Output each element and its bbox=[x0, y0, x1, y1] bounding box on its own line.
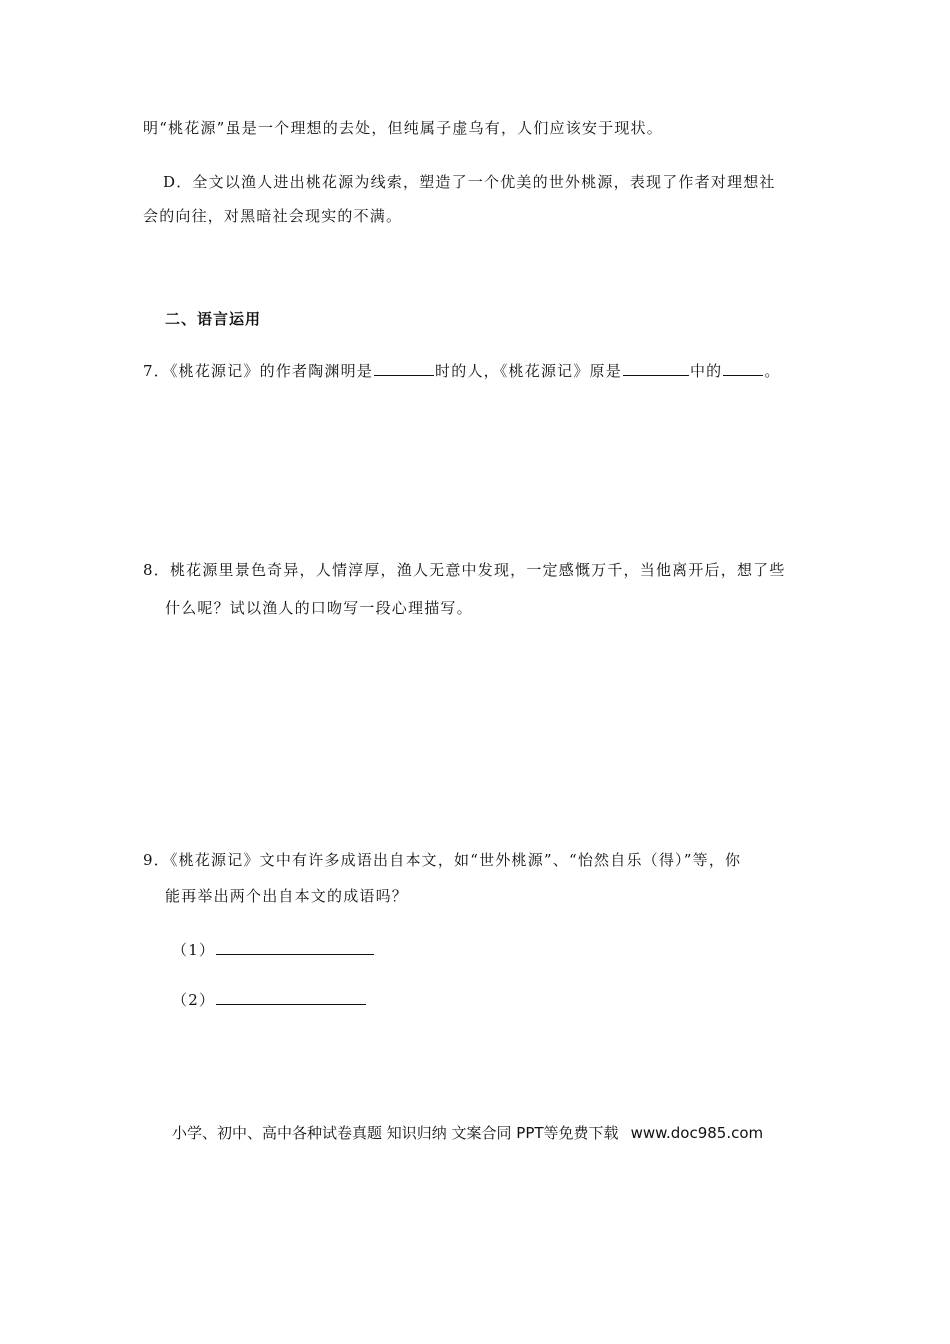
question-9-answer-2 bbox=[172, 988, 367, 1010]
footer-text: 小学、初中、高中各种试卷真题 知识归纳 文案合同 PPT等免费下载 bbox=[172, 1124, 619, 1142]
answer-1-label: （1） bbox=[172, 941, 216, 959]
option-c-continuation: 明“桃花源”虽是一个理想的去处，但纯属子虚乌有，人们应该安于现状。 bbox=[143, 119, 663, 137]
question-7-blank-collection[interactable] bbox=[623, 359, 689, 376]
answer-2-blank[interactable] bbox=[216, 988, 366, 1005]
question-9-answer-1 bbox=[172, 938, 375, 960]
question-7-text-3: 中的 bbox=[689, 362, 723, 380]
footer-url[interactable]: www.doc985.com bbox=[630, 1124, 764, 1142]
question-8-line1: 8．桃花源里景色奇异，人情淳厚，渔人无意中发现，一定感慨万千，当他离开后，想了些 bbox=[143, 561, 786, 579]
option-d-line2: 会的向往，对黑暗社会现实的不满。 bbox=[143, 207, 403, 225]
footer-banner bbox=[172, 1123, 763, 1143]
answer-1-blank[interactable] bbox=[216, 938, 374, 955]
section-heading: 二、语言运用 bbox=[165, 310, 262, 328]
question-7-blank-part[interactable] bbox=[723, 359, 763, 376]
question-7-text-4: 。 bbox=[764, 362, 781, 380]
question-7 bbox=[143, 359, 781, 381]
question-7-text-2: 时的人，《桃花源记》原是 bbox=[435, 362, 622, 380]
question-9-line1: 9．《桃花源记》文中有许多成语出自本文，如“世外桃源”、“怡然自乐（得）”等，你 bbox=[143, 851, 742, 869]
question-7-blank-era[interactable] bbox=[374, 359, 434, 376]
answer-2-label: （2） bbox=[172, 991, 216, 1009]
question-8-line2: 什么呢？试以渔人的口吻写一段心理描写。 bbox=[165, 599, 473, 617]
question-9-line2: 能再举出两个出自本文的成语吗？ bbox=[165, 887, 409, 905]
question-7-text-1: 7．《桃花源记》的作者陶渊明是 bbox=[143, 362, 374, 380]
option-d-line1: D．全文以渔人进出桃花源为线索，塑造了一个优美的世外桃源，表现了作者对理想社 bbox=[163, 173, 776, 191]
